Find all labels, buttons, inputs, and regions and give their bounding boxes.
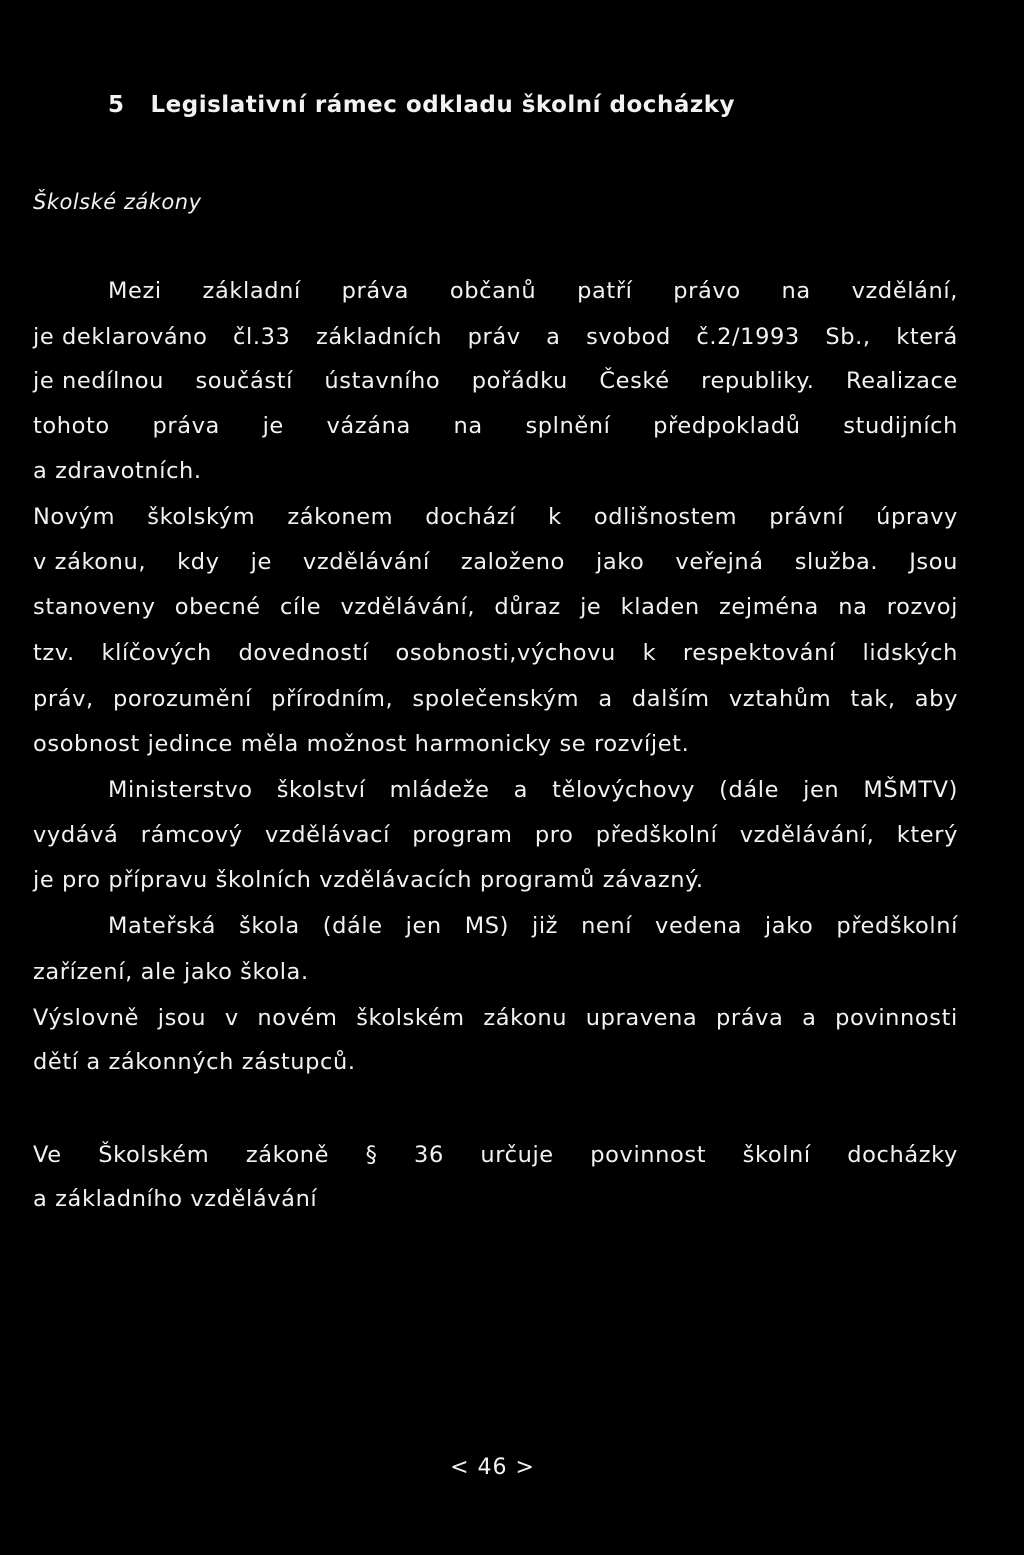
word: program [412,822,513,848]
word: je nedílnou [33,368,165,394]
word: práva [716,1005,784,1031]
word: Mezi [108,278,162,304]
word: určuje [480,1142,554,1168]
text-line [108,276,958,306]
word: dovedností [238,640,369,666]
word: (dále [719,777,780,803]
word: a [802,1005,817,1031]
section-heading [108,92,735,118]
text-line: zařízení, ale jako škola. [33,959,309,985]
word: § [365,1142,378,1168]
word: patří [577,278,633,304]
word: vzdělávání [302,549,430,575]
word: školní [742,1142,811,1168]
word: č.2/1993 [696,324,800,350]
word: respektování [682,640,836,666]
word: vzdělávací [264,822,390,848]
word: osobnosti,výchovu [395,640,616,666]
word: povinnost [590,1142,707,1168]
text-line [33,322,958,352]
word: povinnosti [835,1005,958,1031]
word: docházky [847,1142,958,1168]
text-line [33,684,958,714]
word: vzdělání, [851,278,958,304]
word: zákoně [245,1142,330,1168]
word: jako [595,549,645,575]
word: čl.33 [233,324,291,350]
word: úpravy [876,504,958,530]
word: školství [276,777,366,803]
text-line: je pro přípravu školních vzdělávacích programů závazný. [33,867,704,893]
word: důraz [494,594,561,620]
word: zákonu [483,1005,568,1031]
word: pořádku [471,368,568,394]
word: školském [356,1005,465,1031]
word: MŠMTV) [863,777,958,803]
word: občanů [449,278,537,304]
word: a [598,686,613,712]
word: rámcový [140,822,243,848]
word: a [546,324,561,350]
word: vázána [326,413,411,439]
word: tak, [850,686,896,712]
word: studijních [843,413,958,439]
word: školským [147,504,256,530]
word: Školském [98,1142,210,1168]
word: který [896,822,958,848]
word: obecné [174,594,261,620]
word: v [224,1005,239,1031]
section-number: 5 [108,92,125,118]
subsection-heading: Školské zákony [33,190,202,214]
text-line: dětí a zákonných zástupců. [33,1049,356,1075]
word: Realizace [845,368,958,394]
word: kladen [620,594,700,620]
word: dochází [425,504,517,530]
word: k [548,504,562,530]
word: jsou [157,1005,207,1031]
text-line [33,1140,958,1170]
word: součástí [195,368,293,394]
word: je deklarováno [33,324,208,350]
word: předpokladů [653,413,801,439]
word: svobod [586,324,671,350]
page-number: < 46 > [450,1455,535,1480]
word: Jsou [909,549,958,575]
word: tzv. [33,640,75,666]
word: na [838,594,868,620]
word: Mateřská [108,913,217,939]
word: práva [152,413,220,439]
word: splnění [525,413,611,439]
text-line [33,1003,958,1033]
text-line [33,547,958,577]
word: v zákonu, [33,549,147,575]
word: předškolní [595,822,718,848]
word: klíčových [101,640,212,666]
word: MS) [464,913,510,939]
word: práv, [33,686,94,712]
word: odlišnostem [593,504,738,530]
word: základní [202,278,301,304]
word: republiky. [701,368,815,394]
text-line: osobnost jedince měla možnost harmonicky se rozvíjet. [33,731,690,757]
word: (dále [322,913,383,939]
word: jako [764,913,814,939]
word: pro [534,822,574,848]
word: tělovýchovy [552,777,696,803]
text-line: a zdravotních. [33,458,202,484]
word: služba. [794,549,879,575]
word: práv [467,324,521,350]
word: Výslovně [33,1005,140,1031]
text-line [33,592,958,622]
word: Sb., [825,324,871,350]
word: 36 [414,1142,444,1168]
word: Ve [33,1142,62,1168]
text-line: a základního vzdělávání [33,1186,318,1212]
word: porozumění [112,686,252,712]
word: lidských [862,640,958,666]
text-line [108,911,958,941]
word: stanoveny [33,594,156,620]
word: České [599,368,670,394]
text-line [33,820,958,850]
word: práva [341,278,410,304]
text-line [33,638,958,668]
word: vydává [33,822,119,848]
word: dalším [631,686,710,712]
word: právní [769,504,845,530]
word: společenským [412,686,580,712]
word: je [250,549,272,575]
word: která [896,324,958,350]
text-line [33,502,958,532]
word: základních [315,324,443,350]
text-line [33,366,958,396]
word: jen [803,777,840,803]
word: na [453,413,483,439]
word: jen [405,913,442,939]
text-line [108,775,958,805]
word: již [531,913,559,939]
word: právo [673,278,741,304]
word: Ministerstvo [108,777,253,803]
word: tohoto [33,413,110,439]
word: zejména [719,594,819,620]
word: a [513,777,529,803]
word: upravena [585,1005,698,1031]
word: škola [239,913,300,939]
word: veřejná [675,549,764,575]
text-line [33,411,958,441]
word: vedena [655,913,742,939]
word: aby [914,686,958,712]
word: vzdělávání, [340,594,476,620]
word: na [781,278,811,304]
word: Novým [33,504,116,530]
word: ústavního [324,368,441,394]
word: kdy [177,549,220,575]
section-title: Legislativní rámec odkladu školní docházky [150,92,736,118]
word: přírodním, [271,686,394,712]
word: není [581,913,633,939]
word: mládeže [389,777,490,803]
word: k [642,640,657,666]
word: rozvoj [886,594,958,620]
word: zákonem [287,504,394,530]
word: vzdělávání, [739,822,875,848]
word: je [580,594,602,620]
word: vztahům [728,686,832,712]
word: založeno [460,549,565,575]
word: je [262,413,284,439]
word: předškolní [836,913,958,939]
word: cíle [280,594,322,620]
word: novém [257,1005,338,1031]
